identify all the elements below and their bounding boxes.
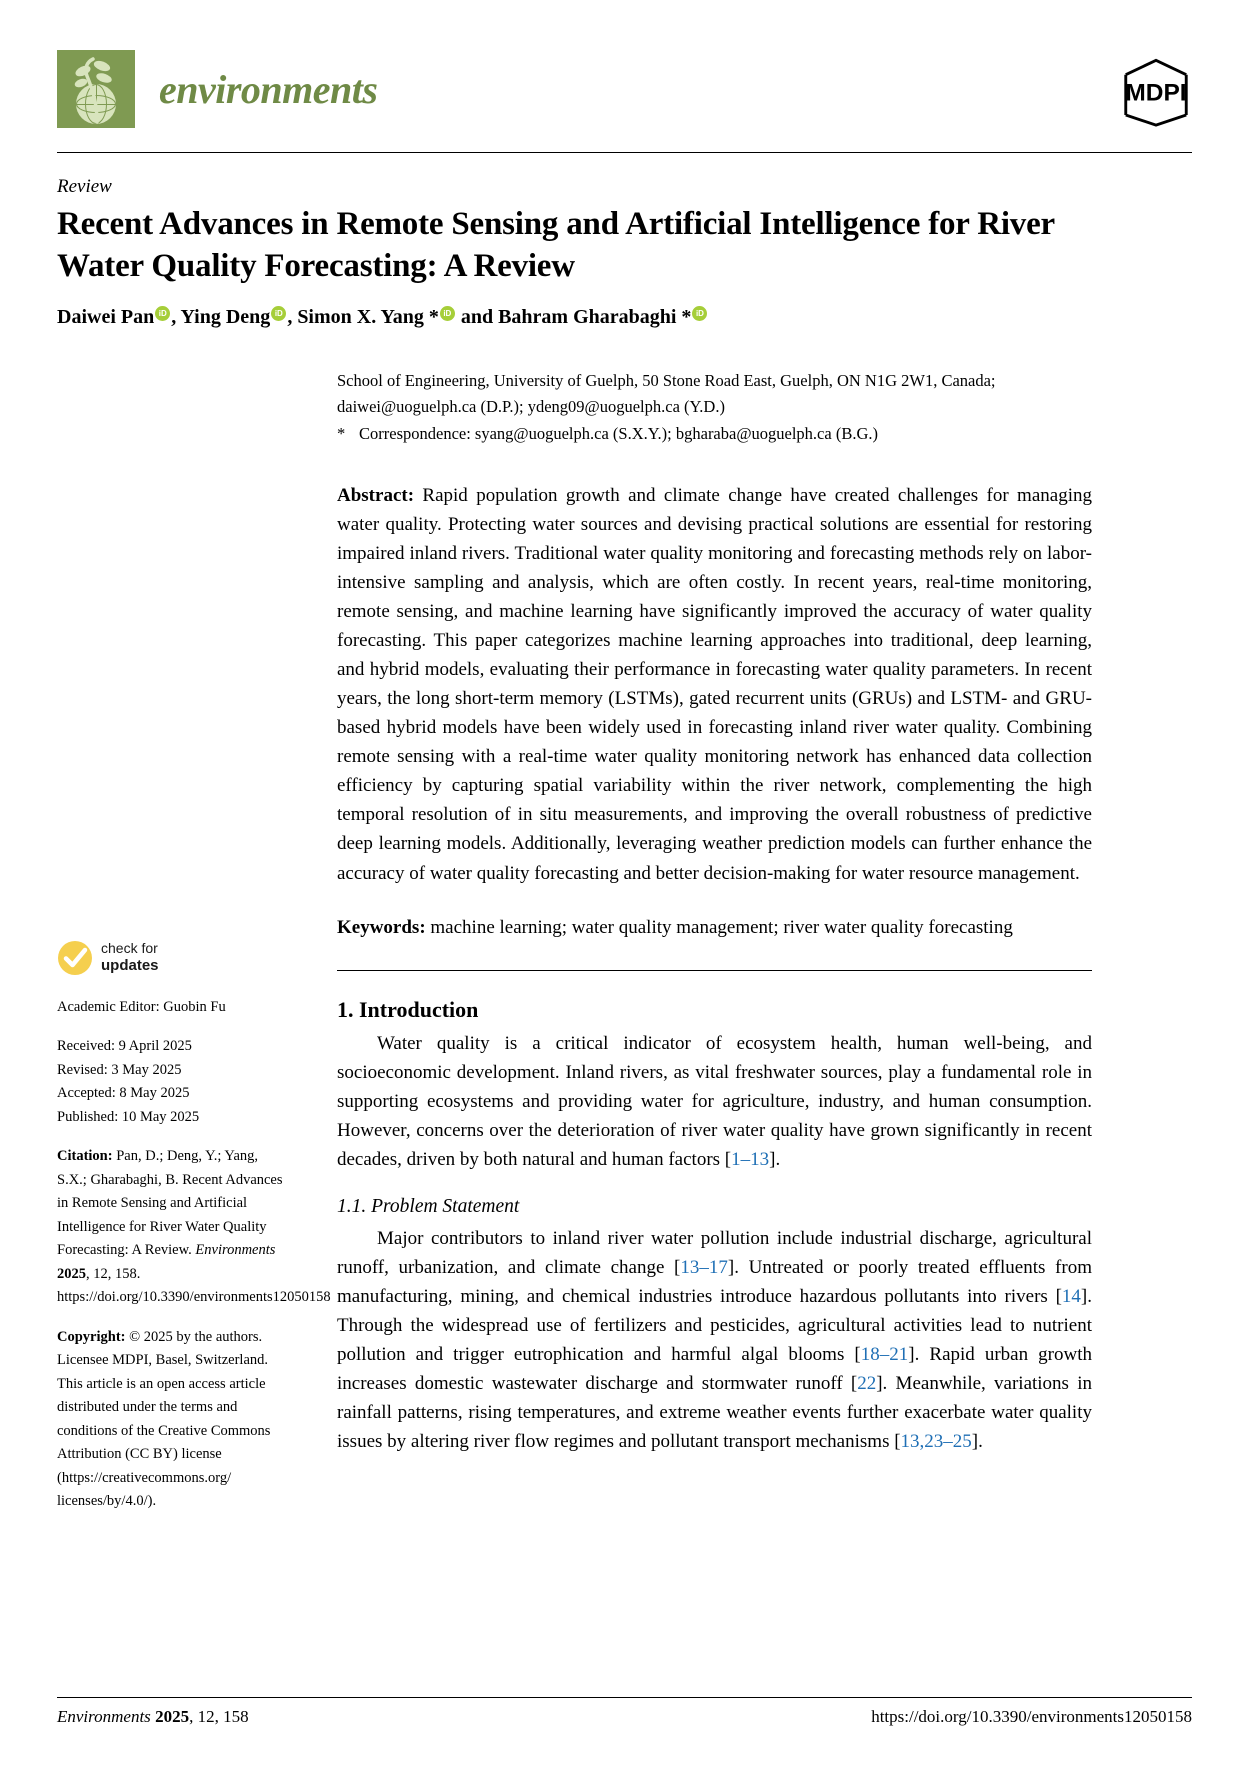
- ps-text-b: ]. Untreated or poorly treated effluents from manufacturing, mining, and chemical industries introduce hazardous pollutants into rivers [: [337, 1257, 1092, 1308]
- header-divider: [57, 152, 1192, 153]
- page-title: Recent Advances in Remote Sensing and Artificial Intelligence for River Water Quality Forecasting: A Review: [57, 206, 1055, 285]
- check-for-updates-label: [101, 940, 159, 975]
- keywords-text: machine learning; water quality management; river water quality forecasting: [425, 916, 1013, 938]
- academic-editor: Academic Editor: Guobin Fu: [57, 999, 226, 1015]
- correspondence-star: *: [337, 424, 346, 444]
- citation-link-18-21[interactable]: 18–21: [860, 1343, 909, 1365]
- page-header: [57, 50, 1192, 150]
- citation-authors: Pan, D.; Deng, Y.; Yang, S.X.;: [57, 1148, 259, 1188]
- abstract-block: [337, 481, 1092, 888]
- date-published: Published: 10 May 2025: [57, 1108, 200, 1125]
- check-circle-icon: [57, 940, 93, 976]
- correspondence-line: [337, 421, 1092, 447]
- intro-p1-text-b: ].: [769, 1148, 781, 1170]
- citation-volpage: , 12, 158. https://doi.org/: [57, 1265, 143, 1306]
- journal-logo: [57, 50, 377, 128]
- cfu-line-1: check for: [101, 940, 158, 957]
- keywords-block: [337, 914, 1092, 943]
- citation-label: Citation:: [57, 1148, 113, 1165]
- citation-year: 2025: [57, 1265, 86, 1282]
- environments-logo-icon: [57, 50, 135, 128]
- intro-paragraph-1: [337, 1030, 1092, 1174]
- sidebar-metadata: [57, 940, 331, 1530]
- footer-divider: [57, 1697, 1192, 1698]
- orcid-icon[interactable]: [155, 306, 170, 321]
- keywords-label: Keywords:: [337, 916, 426, 938]
- academic-editor-block: [57, 996, 289, 1019]
- citation-block: [57, 1145, 331, 1309]
- copyright-label: Copyright:: [57, 1328, 126, 1345]
- citation-link-13-23-25[interactable]: 13,23–25: [900, 1430, 972, 1452]
- citation-link-14[interactable]: 14: [1061, 1286, 1081, 1308]
- orcid-icon[interactable]: [271, 306, 286, 321]
- leaf-sprout-icon: [57, 50, 135, 128]
- orcid-icon[interactable]: [440, 306, 455, 321]
- date-revised: Revised: 3 May 2025: [57, 1061, 182, 1078]
- footer-year: 2025: [155, 1707, 190, 1726]
- cfu-line-2: updates: [101, 957, 159, 975]
- footer-journal-name: Environments: [57, 1707, 151, 1726]
- date-received: Received: 9 April 2025: [57, 1038, 192, 1055]
- author-name-2: , Ying Deng: [171, 306, 271, 328]
- page-footer: [57, 1707, 1192, 1727]
- content-divider: [337, 970, 1092, 971]
- ps-text-e: ]. Meanwhile, variations in rainfall patterns, rising temperatures, and extreme weather events further exacerbate water quality issues by altering river flow regimes and pollutant transport mechanisms [: [337, 1372, 1092, 1452]
- copyright-text: © 2025 by the authors. Licensee MDPI, Basel, Switzerland. This article is an open access article distributed under the terms and conditions of the Creative Commons Attribution (CC BY) license (https://creativecommons.org/ licenses/by/4.0/).: [57, 1328, 271, 1510]
- mdpi-logo-icon: [1120, 56, 1192, 128]
- citation-link-1-13[interactable]: 1–13: [731, 1148, 770, 1170]
- journal-title: environments: [159, 66, 378, 112]
- footer-doi: https://doi.org/10.3390/environments12050158: [871, 1707, 1192, 1726]
- orcid-icon[interactable]: [692, 306, 707, 321]
- citation-link-13-17[interactable]: 13–17: [680, 1257, 728, 1279]
- date-accepted: Accepted: 8 May 2025: [57, 1085, 190, 1102]
- ps-text-c: ]. Through the widespread use of fertilizers and pesticides, agricultural activities lead to nutrient pollution and trigger eutrophication and harmful algal blooms [: [337, 1286, 1092, 1365]
- article-type-label: Review: [57, 176, 112, 197]
- abstract-label: Abstract:: [337, 484, 415, 506]
- subsection-heading-problem-statement: 1.1. Problem Statement: [337, 1196, 520, 1218]
- correspondence-text: Correspondence: syang@uoguelph.ca (S.X.Y.); bgharaba@uoguelph.ca (B.G.): [359, 424, 878, 444]
- article-dates-block: [57, 1035, 289, 1129]
- citation-link-22[interactable]: 22: [857, 1372, 877, 1394]
- section-heading-introduction: 1. Introduction: [337, 997, 479, 1023]
- svg-text:MDPI: MDPI: [1125, 79, 1187, 107]
- copyright-block: [57, 1326, 289, 1514]
- ps-text-d: ]. Rapid urban growth increases domestic wastewater discharge and stormwater runoff [: [337, 1343, 1092, 1394]
- affiliation-line-1: School of Engineering, University of Guelph, 50 Stone Road East, Guelph, ON N1G 2W1, Canada;: [337, 371, 996, 390]
- check-for-updates-badge[interactable]: [57, 940, 289, 976]
- affiliation-line-2: daiwei@uoguelph.ca (D.P.); ydeng09@uoguelph.ca (Y.D.): [337, 396, 725, 416]
- problem-statement-paragraph: [337, 1225, 1092, 1456]
- author-name-4: and Bahram Gharabaghi *: [455, 306, 692, 328]
- author-list: [57, 303, 1087, 331]
- author-name-1: Daiwei Pan: [57, 306, 155, 328]
- footer-volpage: , 12, 158: [189, 1707, 249, 1726]
- citation-rest: Gharabaghi, B. Recent Advances in Remote Sensing and Artificial Intelligence for River Water Quality Forecasting: A Review.: [57, 1171, 283, 1259]
- main-content: [337, 368, 1092, 1456]
- abstract-text: Rapid population growth and climate change have created challenges for managing water quality. Protecting water sources and devising practical solutions are essential for restoring impaired inland rivers. Traditional water quality monitoring and forecasting methods rely on labor-intensive sampling and analysis, which are often costly. In recent years, real-time monitoring, remote sensing, and machine learning have significantly improved the accuracy of water quality forecasting. This paper categorizes machine learning approaches into traditional, deep learning, and hybrid models, evaluating their performance in forecasting water quality parameters. In recent years, the long short-term memory (LSTMs), gated recurrent units (GRUs) and LSTM- and GRU-based hybrid models have been widely used in forecasting inland river water quality. Combining remote sensing with a real-time water quality monitoring network has enhanced data collection efficiency by capturing spatial variability within the river network, complementing the high temporal resolution of in situ measurements, and improving the overall robustness of predictive deep learning models. Additionally, leveraging weather prediction models can further enhance the accuracy of water quality forecasting and better decision-making for water resource management.: [337, 484, 1092, 884]
- citation-journal: Environments: [195, 1242, 276, 1259]
- author-name-3: , Simon X. Yang *: [287, 306, 439, 328]
- footer-citation: [57, 1707, 249, 1727]
- ps-text-f: ].: [971, 1430, 983, 1452]
- ps-text-a: Major contributors to inland river water pollution include industrial discharge, agricultural runoff, urbanization, and climate change [: [337, 1228, 1092, 1279]
- intro-p1-text-a: Water quality is a critical indicator of ecosystem health, human well-being, and socioeconomic development. Inland rivers, as vital freshwater sources, play a fundamental role in supporting ecosystems and providing water for agriculture, industry, and human consumption. However, concerns over the deterioration of river water quality have grown significantly in recent decades, driven by both natural and human factors [: [337, 1033, 1092, 1170]
- citation-doi: 10.3390/environments12050158: [142, 1289, 331, 1306]
